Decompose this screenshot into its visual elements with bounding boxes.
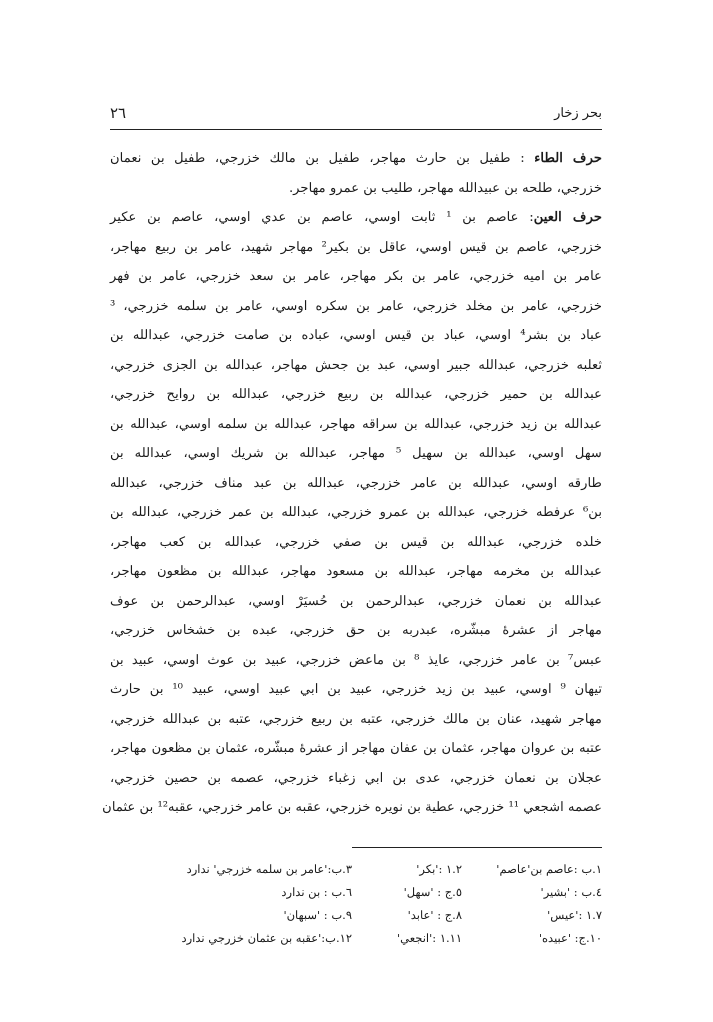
footnote-rule bbox=[352, 847, 602, 848]
line-text: سهل اوسي، عبدالله بن سهيل ⁵ مهاجر، عبدالله بن شريك اوسي، عبدالله بن bbox=[110, 446, 602, 461]
running-header bbox=[110, 104, 602, 128]
line-text: عجلان بن نعمان خزرجي، عدى بن ابي زغباء خزرجي، عصمه بن حصين خزرجي، bbox=[110, 770, 602, 786]
text-line bbox=[110, 321, 602, 351]
footnote: ١٢.ب:'عقبه بن عثمان خزرجي ندارد bbox=[181, 931, 352, 945]
text-line bbox=[110, 587, 602, 617]
text-line bbox=[110, 439, 602, 469]
text-line bbox=[110, 203, 602, 233]
text-line bbox=[110, 646, 602, 676]
footnote-row bbox=[110, 904, 602, 927]
line-text: عبدالله بن نعمان خزرجي، عبدالرحمن بن حُسيَرْ اوسي، عبدالرحمن بن عوف bbox=[110, 593, 602, 609]
text-line bbox=[110, 380, 602, 410]
body-text bbox=[102, 144, 602, 823]
line-text: خزرجي، عاصم بن قيس اوسي، عاقل بن بكير² مهاجر شهيد، عامر بن ربيع مهاجر، bbox=[110, 239, 602, 255]
footnote: ٦.ب : بن ندارد bbox=[281, 885, 352, 899]
footnote-row bbox=[110, 858, 602, 881]
header-rule bbox=[110, 129, 602, 130]
line-text: طارقه اوسي، عبدالله بن عامر خزرجي، عبدالله بن عبد مناف خزرجي، عبدالله bbox=[110, 475, 602, 491]
footnote: ١.٧ :'عيس' bbox=[547, 908, 602, 922]
footnote-row bbox=[110, 927, 602, 950]
line-text: بن⁶ عرفطه خزرجي، عبدالله بن عمرو خزرجي، عبدالله بن عمر خزرجي، عبدالله بن bbox=[110, 505, 602, 520]
line-text: عبدالله بن حمير خزرجي، عبدالله بن ربيع خزرجي، عبدالله بن روايح خزرجي، bbox=[110, 387, 602, 402]
text-line bbox=[110, 262, 602, 292]
line-text: عبس⁷ بن عامر خزرجي، عايذ ⁸ بن ماعض خزرجي، عبيد بن عوث اوسي، عبيد بن bbox=[110, 652, 602, 668]
footnote-row bbox=[110, 881, 602, 904]
text-line bbox=[110, 734, 602, 764]
line-text: عباد بن بشر⁴ اوسي، عباد بن قيس اوسي، عباده بن صامت خزرجي، عبدالله بن bbox=[110, 328, 602, 343]
text-line bbox=[110, 144, 602, 174]
line-text: خزرجي، طلحه بن عبيدالله مهاجر، طليب بن عمرو مهاجر. bbox=[288, 180, 602, 196]
text-line bbox=[110, 469, 602, 499]
page-number: ٢٦ bbox=[110, 104, 127, 122]
text-line bbox=[110, 557, 602, 587]
line-text: عتبه بن عروان مهاجر، عثمان بن عفان مهاجر از عشرهٔ مبشّره، عثمان بن مظعون مهاجر، bbox=[110, 741, 602, 756]
footnote: ٤.ب : 'بشير' bbox=[540, 885, 602, 899]
text-line bbox=[110, 528, 602, 558]
section-heading: حرف العين bbox=[533, 210, 602, 225]
text-line bbox=[110, 351, 602, 381]
text-line bbox=[110, 616, 602, 646]
text-line bbox=[110, 410, 602, 440]
footnote: ٩.ب : 'سبهان' bbox=[283, 908, 352, 922]
line-text: : طفيل بن حارث مهاجر، طفيل بن مالك خزرجي، طفيل بن نعمان bbox=[110, 151, 535, 166]
text-line bbox=[102, 793, 602, 823]
footnote: ٥.ج : 'سهل' bbox=[403, 885, 462, 899]
text-line bbox=[110, 764, 602, 794]
text-line bbox=[110, 174, 602, 204]
footnote: ١.٢ :'بكر' bbox=[416, 862, 462, 876]
text-line bbox=[110, 233, 602, 263]
line-text: خلده خزرجي، عبدالله بن قيس بن صفي خزرجي، عبدالله بن كعب مهاجر، bbox=[110, 534, 602, 550]
book-title: بحر زخار bbox=[554, 106, 602, 121]
line-text: خزرجي، عامر بن مخلد خزرجي، عامر بن سكره اوسي، عامر بن سلمه خزرجي، ³ bbox=[110, 298, 602, 314]
line-text: مهاجر شهيد، عنان بن مالك خزرجي، عتبه بن ربيع خزرجي، عتبه بن عبدالله خزرجي، bbox=[110, 711, 602, 727]
line-text: عبدالله بن مخرمه مهاجر، عبدالله بن مسعود مهاجر، عبدالله بن مظعون مهاجر، bbox=[110, 564, 602, 579]
text-line bbox=[110, 675, 602, 705]
line-text: عبدالله بن زيد خزرجي، عبدالله بن سراقه مهاجر، عبدالله بن سلمه اوسي، عبدالله بن bbox=[110, 416, 602, 432]
footnote: ٨.ج : 'عابد' bbox=[407, 908, 462, 922]
footnote: ٣.ب:'عامر بن سلمه خزرجي' ندارد bbox=[186, 862, 352, 876]
text-line bbox=[110, 292, 602, 322]
line-text: عصمه اشجعي ¹¹ خزرجي، عطية بن نويره خزرجي، عقبه بن عامر خزرجي، عقبه¹² بن عثمان bbox=[102, 800, 602, 815]
line-text: : عاصم بن ¹ ثابت اوسي، عاصم بن عدي اوسي، عاصم بن عكير bbox=[110, 210, 534, 225]
line-text: تيهان ⁹ اوسي، عبيد بن زيد خزرجي، عبيد بن ابي عبيد اوسي، عبيد ¹⁰ بن حارث bbox=[110, 682, 602, 697]
text-line bbox=[110, 498, 602, 528]
line-text: مهاجر از عشرهٔ مبشّره، عبدربه بن حق خزرجي، عبده بن خشخاس خزرجي، bbox=[110, 623, 602, 638]
footnote: ١.ب :عاصم بن'عاصم' bbox=[496, 862, 602, 876]
footnote: ١٠.ج: 'عبيده' bbox=[538, 931, 602, 945]
section-heading: حرف الطاء bbox=[534, 151, 602, 166]
line-text: ثعلبه خزرجي، عبدالله جبير اوسي، عبد بن جحش مهاجر، عبدالله بن الجزى خزرجي، bbox=[110, 357, 602, 373]
line-text: عامر بن اميه خزرجي، عامر بن بكر مهاجر، عامر بن سعد خزرجي، عامر بن فهر bbox=[110, 269, 602, 284]
text-line bbox=[110, 705, 602, 735]
footnotes bbox=[110, 858, 602, 950]
footnote: ١.١١ :'انجعي' bbox=[397, 931, 462, 945]
